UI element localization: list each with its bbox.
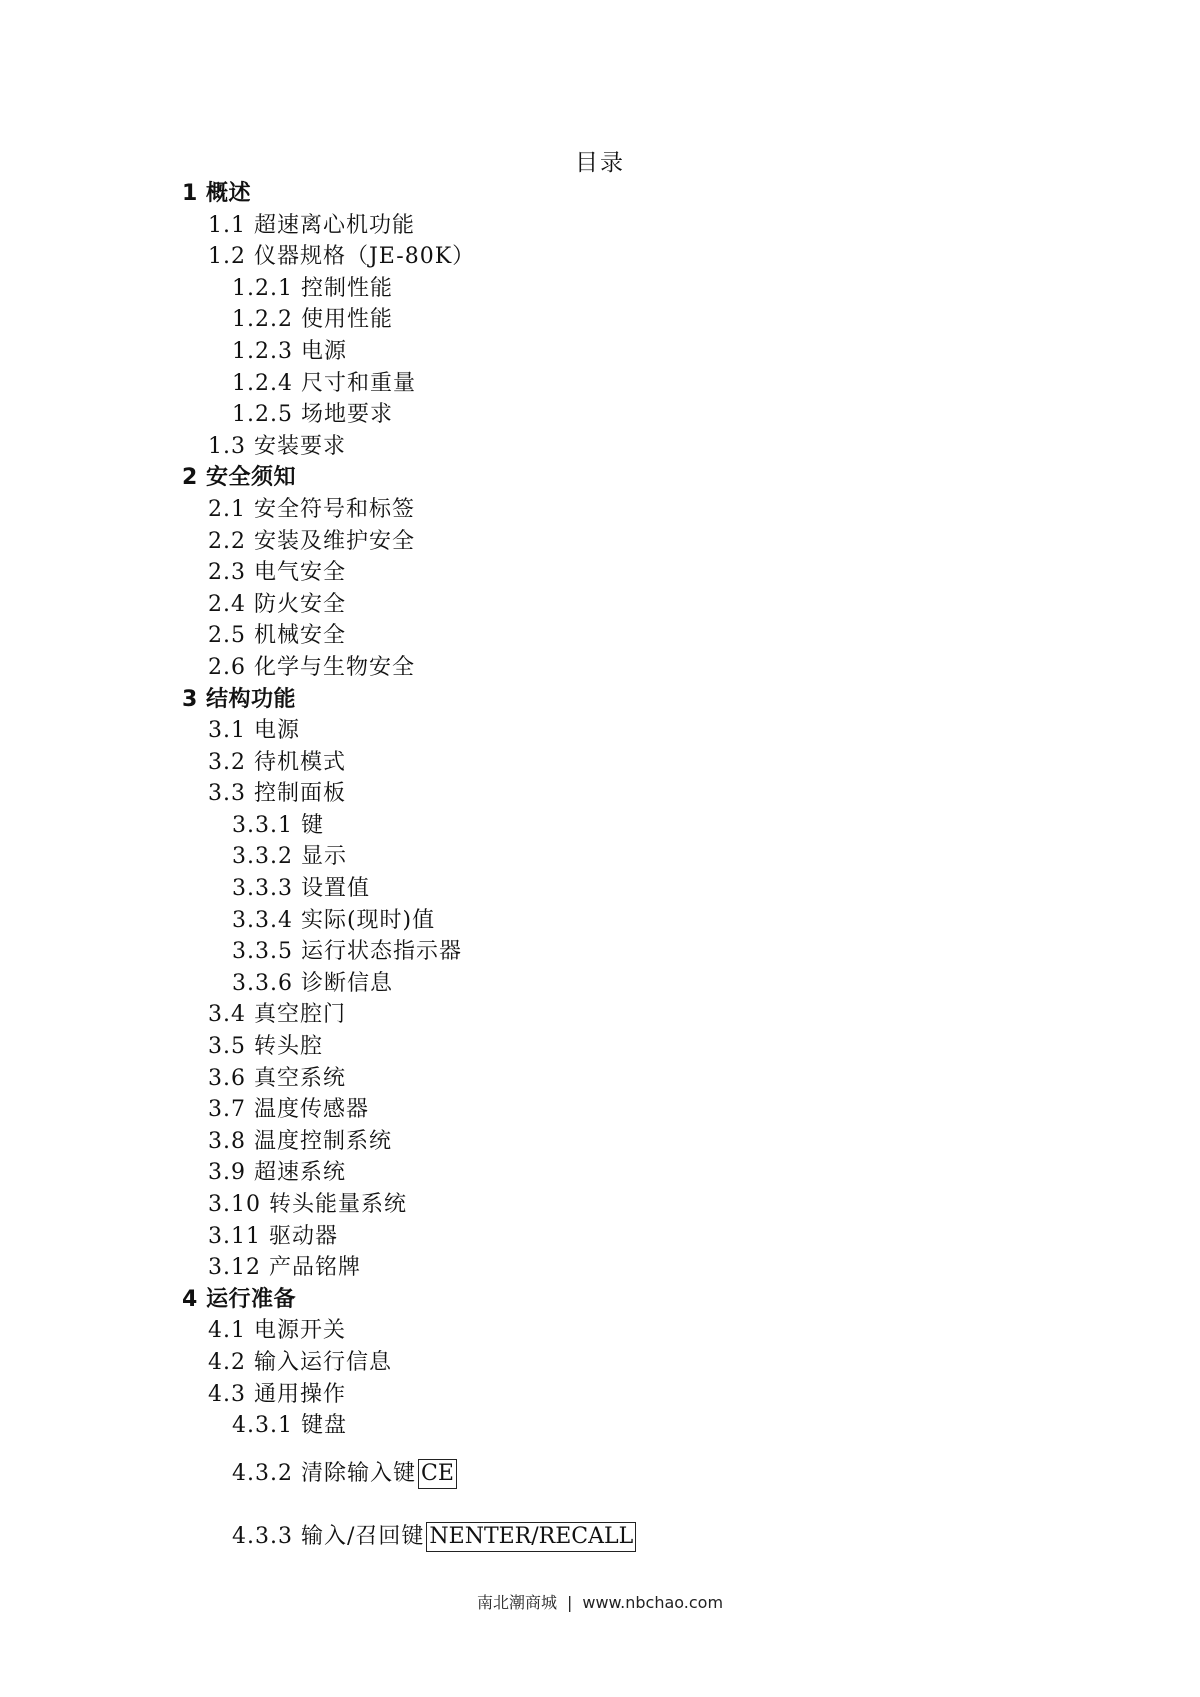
toc-entry-text: 3.10 转头能量系统 <box>208 1192 407 1217</box>
footer-brand: 南北潮商城 <box>476 1593 557 1612</box>
toc-entry-text: 1.2.2 使用性能 <box>232 307 393 333</box>
footer-separator: | <box>566 1593 573 1612</box>
toc-entry-text: 3.4 真空腔门 <box>208 1002 346 1028</box>
table-of-contents <box>0 178 1200 1568</box>
toc-entry-text: 2.1 安全符号和标签 <box>208 496 415 522</box>
toc-entry[interactable] <box>0 652 1200 684</box>
toc-entry-text: 4.2 输入运行信息 <box>208 1349 392 1375</box>
toc-entry-text: 1 概述 <box>182 181 251 206</box>
toc-entry-text: 3.6 真空系统 <box>208 1065 346 1091</box>
toc-entry[interactable] <box>0 1252 1200 1284</box>
toc-entry-text: 3.3.1 键 <box>232 812 324 838</box>
toc-entry-text: 4.3.3 输入/召回键 <box>232 1523 425 1549</box>
toc-entry[interactable] <box>0 1031 1200 1063</box>
toc-entry-text: 3.11 驱动器 <box>208 1223 338 1249</box>
toc-entry[interactable] <box>0 684 1200 716</box>
toc-entry-text: 3.3.5 运行状态指示器 <box>232 939 462 965</box>
toc-entry[interactable] <box>0 747 1200 779</box>
toc-entry-text: 1.2.1 控制性能 <box>232 275 393 301</box>
toc-entry-text: 4.1 电源开关 <box>208 1318 346 1344</box>
key-label-box: CE <box>418 1459 457 1489</box>
toc-entry-text: 3.8 温度控制系统 <box>208 1128 392 1154</box>
toc-entry-text: 2.2 安装及维护安全 <box>208 528 415 554</box>
toc-entry-text: 1.2.5 场地要求 <box>232 402 393 428</box>
footer-url[interactable]: www.nbchao.com <box>582 1593 724 1612</box>
toc-entry[interactable] <box>0 1284 1200 1316</box>
toc-entry-text: 3.3.3 设置值 <box>232 876 370 902</box>
toc-entry-text: 3.9 超速系统 <box>208 1160 346 1186</box>
toc-entry[interactable] <box>0 1315 1200 1347</box>
toc-entry[interactable] <box>0 1505 1200 1568</box>
toc-entry[interactable] <box>0 810 1200 842</box>
toc-entry[interactable] <box>0 620 1200 652</box>
toc-entry-text: 2.4 防火安全 <box>208 591 346 617</box>
toc-entry[interactable] <box>0 210 1200 242</box>
toc-entry-text: 1.1 超速离心机功能 <box>208 212 415 238</box>
toc-entry[interactable] <box>0 1063 1200 1095</box>
toc-entry-text: 1.2.3 电源 <box>232 338 347 364</box>
toc-entry-text: 2 安全须知 <box>182 465 296 491</box>
toc-entry-text: 3.3.6 诊断信息 <box>232 970 393 996</box>
toc-entry[interactable] <box>0 1410 1200 1442</box>
toc-entry[interactable] <box>0 336 1200 368</box>
toc-entry[interactable] <box>0 715 1200 747</box>
footer <box>0 1590 1200 1613</box>
toc-entry[interactable] <box>0 178 1200 210</box>
toc-entry[interactable] <box>0 968 1200 1000</box>
toc-entry-text: 3.5 转头腔 <box>208 1034 323 1060</box>
toc-entry[interactable] <box>0 1157 1200 1189</box>
toc-entry-text: 4.3.1 键盘 <box>232 1413 347 1439</box>
toc-entry-text: 3.3.2 显示 <box>232 844 347 870</box>
toc-entry[interactable] <box>0 273 1200 305</box>
toc-entry[interactable] <box>0 399 1200 431</box>
toc-entry-text: 3 结构功能 <box>182 686 296 712</box>
toc-entry-text: 2.5 机械安全 <box>208 623 346 649</box>
toc-entry[interactable] <box>0 304 1200 336</box>
toc-entry[interactable] <box>0 841 1200 873</box>
toc-entry-text: 2.6 化学与生物安全 <box>208 654 415 680</box>
toc-entry[interactable] <box>0 1094 1200 1126</box>
toc-entry[interactable] <box>0 873 1200 905</box>
toc-entry[interactable] <box>0 1347 1200 1379</box>
toc-entry-text: 3.3 控制面板 <box>208 781 346 807</box>
toc-entry[interactable] <box>0 778 1200 810</box>
toc-entry[interactable] <box>0 905 1200 937</box>
toc-entry-text: 3.3.4 实际(现时)值 <box>232 907 436 933</box>
toc-entry[interactable] <box>0 526 1200 558</box>
toc-entry-text: 2.3 电气安全 <box>208 560 346 586</box>
toc-entry-text: 4 运行准备 <box>182 1286 296 1312</box>
key-label-box: NENTER/RECALL <box>426 1522 636 1552</box>
toc-entry-text: 1.2 仪器规格（JE-80K） <box>208 244 476 270</box>
toc-entry-text: 3.7 温度传感器 <box>208 1097 369 1123</box>
toc-entry-text: 1.3 安装要求 <box>208 433 346 459</box>
toc-entry[interactable] <box>0 589 1200 621</box>
toc-entry[interactable] <box>0 936 1200 968</box>
toc-entry-text: 3.12 产品铭牌 <box>208 1255 361 1281</box>
page-title: 目录 <box>575 150 625 176</box>
toc-entry[interactable] <box>0 494 1200 526</box>
toc-entry-text: 4.3 通用操作 <box>208 1381 346 1407</box>
toc-entry[interactable] <box>0 1379 1200 1411</box>
toc-entry[interactable] <box>0 1126 1200 1158</box>
toc-entry-text: 3.2 待机模式 <box>208 749 346 775</box>
toc-entry[interactable] <box>0 368 1200 400</box>
toc-entry[interactable] <box>0 431 1200 463</box>
toc-entry[interactable] <box>0 999 1200 1031</box>
toc-entry[interactable] <box>0 1442 1200 1505</box>
toc-entry[interactable] <box>0 557 1200 589</box>
toc-entry[interactable] <box>0 1221 1200 1253</box>
toc-entry[interactable] <box>0 241 1200 273</box>
toc-entry-text: 4.3.2 清除输入键 <box>232 1460 416 1486</box>
toc-entry[interactable] <box>0 462 1200 494</box>
toc-entry-text: 1.2.4 尺寸和重量 <box>232 370 416 396</box>
toc-entry-text: 3.1 电源 <box>208 718 300 744</box>
toc-entry[interactable] <box>0 1189 1200 1221</box>
